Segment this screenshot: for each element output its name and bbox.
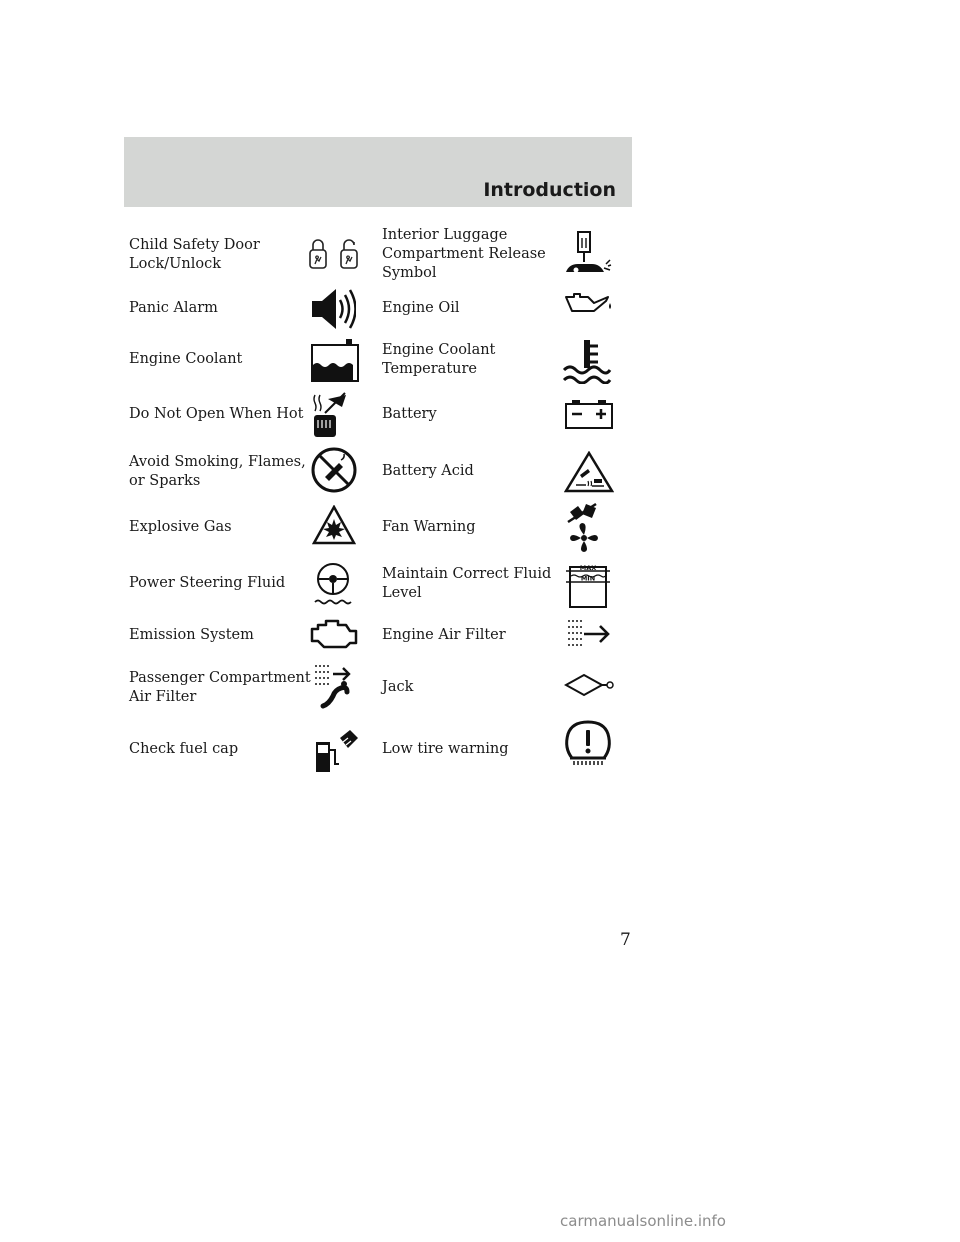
- symbol-label-fuel-cap: Check fuel cap: [129, 741, 239, 757]
- symbol-label-engine-air-filter: Engine Air Filter: [382, 627, 506, 643]
- symbol-label-power-steering: Power Steering Fluid: [129, 575, 286, 591]
- do-not-open-hot-icon: [312, 391, 348, 439]
- no-flames-icon: [311, 447, 357, 493]
- battery-acid-icon: [564, 451, 614, 493]
- coolant-temperature-icon: [562, 338, 612, 384]
- symbol-label-fluid-level: Maintain Correct Fluid Level: [382, 566, 552, 601]
- section-title: Introduction: [483, 179, 616, 201]
- symbol-label-battery: Battery: [382, 406, 437, 422]
- battery-icon: [564, 398, 614, 430]
- symbol-label-emission-system: Emission System: [129, 627, 254, 643]
- page-number: 7: [620, 930, 631, 950]
- symbol-label-cabin-air-filter: Passenger Compartment Air Filter: [129, 670, 311, 705]
- fuel-cap-icon: [310, 728, 360, 774]
- symbol-label-coolant-temperature: Engine Coolant Temperature: [382, 342, 496, 377]
- trunk-release-icon: [564, 228, 614, 278]
- symbol-label-trunk-release: Interior Luggage Compartment Release Symbol: [382, 227, 546, 281]
- tire-pressure-icon: [562, 720, 614, 766]
- symbol-label-jack: Jack: [382, 679, 414, 695]
- jack-icon: [564, 671, 614, 699]
- symbol-label-engine-coolant: Engine Coolant: [129, 351, 243, 367]
- symbol-label-explosive-gas: Explosive Gas: [129, 519, 232, 535]
- symbol-label-avoid-flames: Avoid Smoking, Flames, or Sparks: [129, 454, 306, 489]
- cabin-air-filter-icon: [311, 660, 359, 710]
- panic-alarm-icon: [310, 286, 356, 332]
- fluid-level-min-mark: MIN: [580, 574, 596, 583]
- symbol-label-low-tire: Low tire warning: [382, 741, 509, 757]
- fluid-level-icon: [566, 561, 612, 609]
- watermark-link[interactable]: carmanualsonline.info: [560, 1212, 726, 1230]
- air-filter-icon: [564, 617, 614, 651]
- symbol-label-engine-oil: Engine Oil: [382, 300, 460, 316]
- explosive-gas-icon: [312, 505, 356, 545]
- symbol-label-battery-acid: Battery Acid: [382, 463, 474, 479]
- symbol-label-fan-warning: Fan Warning: [382, 519, 476, 535]
- section-header: [124, 137, 632, 207]
- symbol-label-panic-alarm: Panic Alarm: [129, 300, 218, 316]
- check-engine-icon: [310, 617, 358, 651]
- coolant-reservoir-icon: [310, 337, 360, 383]
- symbol-label-child-safety-lock: Child Safety Door Lock/Unlock: [129, 237, 260, 272]
- oil-can-icon: [564, 291, 614, 315]
- power-steering-icon: [312, 561, 354, 607]
- symbol-label-do-not-open-hot: Do Not Open When Hot: [129, 406, 304, 422]
- child-lock-icon: [308, 236, 360, 270]
- fluid-level-max-mark: MAX: [579, 564, 597, 572]
- fan-warning-icon: [564, 502, 604, 552]
